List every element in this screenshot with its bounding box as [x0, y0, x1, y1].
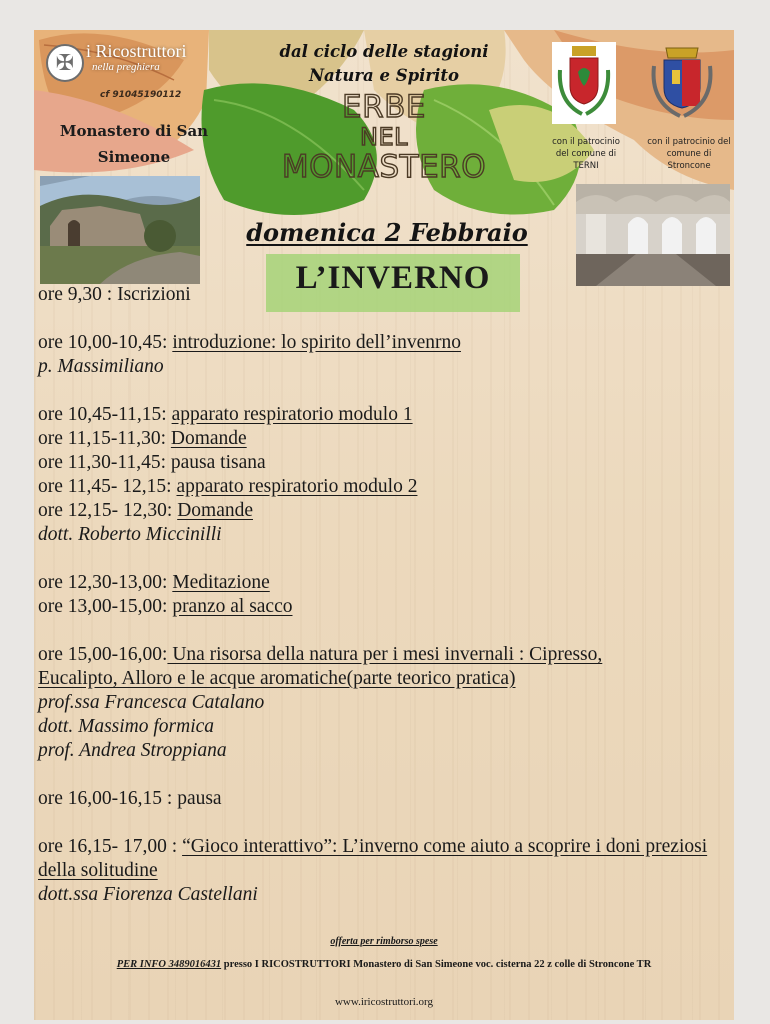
program-item: ore 10,45-11,15: apparato respiratorio modulo 1 [38, 404, 413, 425]
patronage-stroncone: con il patrocinio del comune di Stroncone [647, 137, 731, 171]
speaker-name: dott. Roberto Miccinilli [38, 524, 222, 545]
stroncone-coat-of-arms-icon [642, 42, 722, 124]
program-item: ore 9,30 : Iscrizioni [38, 284, 191, 305]
info-line: PER INFO 3489016431 presso I RICOSTRUTTORI Monastero di San Simeone voc. cisterna 22 z colle di Stroncone TR [116, 959, 652, 970]
program-item: ore 11,45- 12,15: apparato respiratorio modulo 2 [38, 476, 418, 497]
program-item: ore 15,00-16,00: Una risorsa della natura per i mesi invernali : Cipresso, Eucalipto, Alloro e le acque aromatiche(parte teorico pratica) [38, 644, 603, 689]
cloister-photo [576, 184, 730, 286]
org-name: i Ricostruttori [86, 41, 187, 61]
program-item: ore 10,00-10,45: introduzione: lo spirito dell’invenrno [38, 332, 461, 353]
cycle-heading: dal ciclo delle stagioni Natura e Spirito [279, 42, 489, 85]
event-poster [34, 30, 734, 1020]
poster-title: ERBE NEL MONASTERO [281, 89, 487, 185]
offer-note: offerta per rimborso spese [330, 936, 438, 947]
speaker-name: prof. Andrea Stroppiana [38, 740, 227, 761]
info-phone: PER INFO 3489016431 [116, 959, 222, 970]
program-item: ore 12,30-13,00: Meditazione [38, 572, 270, 593]
org-subtitle: nella preghiera [92, 61, 160, 73]
patronage-terni: con il patrocinio del comune di TERNI [552, 137, 620, 171]
ricostruttori-logo-icon: ✠ [46, 44, 84, 82]
program-item: ore 11,30-11,45: pausa tisana [38, 452, 266, 473]
program-item: ore 16,15- 17,00 : “Gioco interattivo”: L’inverno come aiuto a scoprire i doni preziosi della solitudine [38, 836, 708, 881]
season-title: L’INVERNO [295, 260, 491, 296]
program-item: ore 12,15- 12,30: Domande [38, 500, 253, 521]
speaker-name: p. Massimiliano [38, 356, 164, 377]
program-schedule [38, 283, 728, 907]
speaker-name: dott.ssa Fiorenza Castellani [38, 884, 258, 905]
terni-coat-of-arms-icon [552, 42, 616, 124]
website-link[interactable]: www.iricostruttori.org [334, 996, 434, 1008]
speaker-name: prof.ssa Francesca Catalano [38, 692, 265, 713]
speaker-name: dott. Massimo formica [38, 716, 215, 737]
program-item: ore 13,00-15,00: pranzo al sacco [38, 596, 293, 617]
program-item: ore 11,15-11,30: Domande [38, 428, 247, 449]
program-item: ore 16,00-16,15 : pausa [38, 788, 222, 809]
monastery-exterior-photo [40, 176, 200, 284]
fiscal-code: cf 91045190112 [100, 90, 182, 100]
event-date: domenica 2 Febbraio [246, 218, 528, 247]
monastery-name: Monastero di San Simeone [59, 122, 209, 166]
